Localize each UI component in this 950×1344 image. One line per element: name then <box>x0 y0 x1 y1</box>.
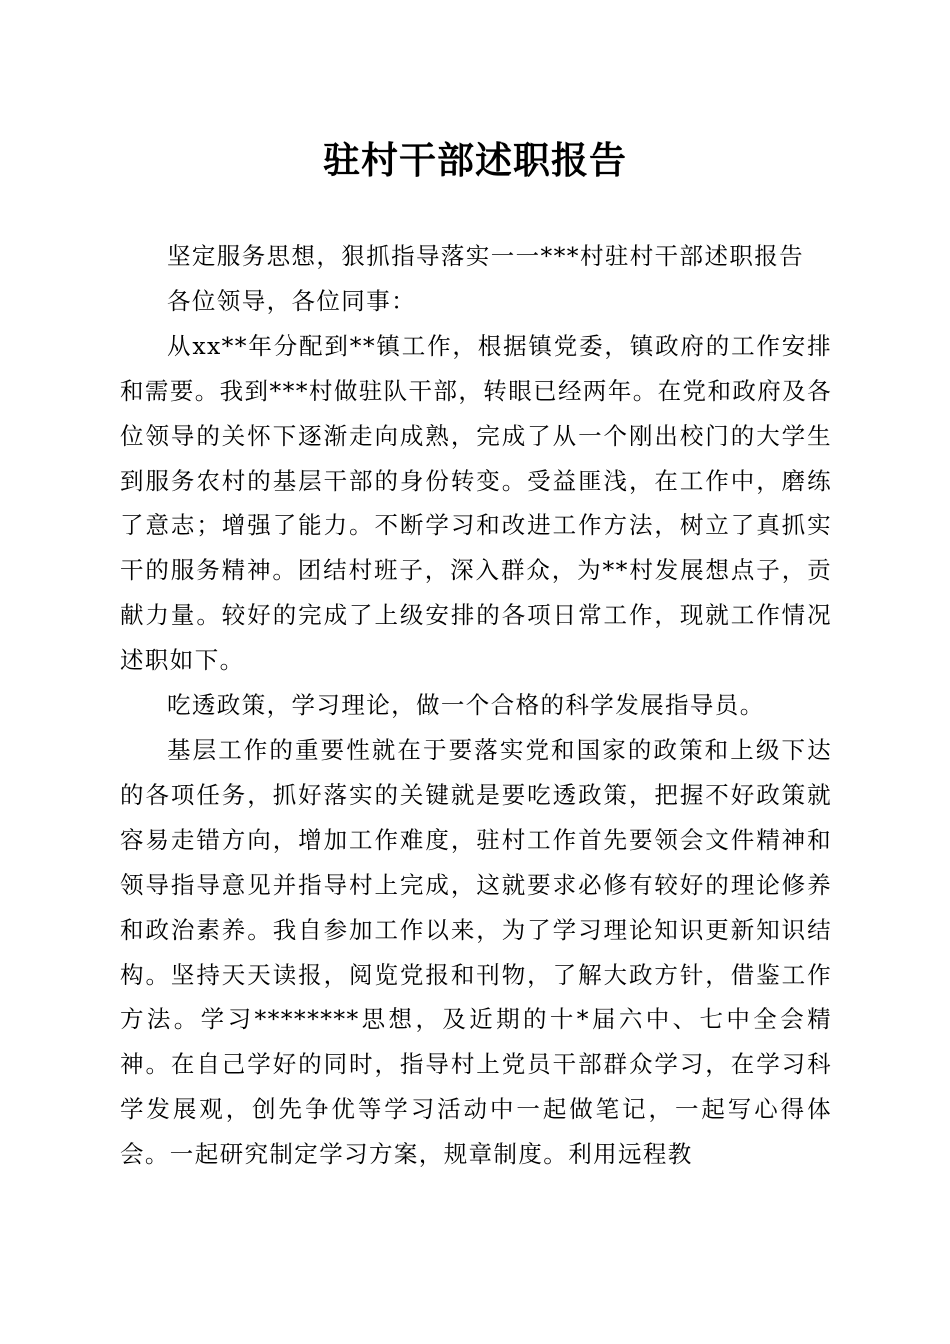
document-title: 驻村干部述职报告 <box>323 138 627 182</box>
subtitle-paragraph: 坚定服务思想，狠抓指导落实一一***村驻村干部述职报告 <box>167 242 805 270</box>
intro-paragraph: 从xx**年分配到**镇工作，根据镇党委，镇政府的工作安排和需要。我到***村做驻队干部，转眼已经两年。在党和政府及各位领导的关怀下逐渐走向成熟，完成了从一个刚出校门的大学生到服务农村的基层干部的身份转变。受益匪浅，在工作中，磨练了意志；增强了能力。不断学习和改进工作方法，树立了真抓实干的服务精神。团结村班子，深入群众，为**村发展想点子，贡献力量。较好的完成了上级安排的各项日常工作，现就工作情况述职如下。 <box>120 331 832 675</box>
body-paragraph: 基层工作的重要性就在于要落实党和国家的政策和上级下达的各项任务，抓好落实的关键就是要吃透政策，把握不好政策就容易走错方向，增加工作难度，驻村工作首先要领会文件精神和领导指导意见并指导村上完成，这就要求必修有较好的理论修养和政治素养。我自参加工作以来，为了学习理论知识更新知识结构。坚持天天读报，阅览党报和刊物，了解大政方针，借鉴工作方法。学习********思想，及近期的十*届六中、七中全会精神。在自己学好的同时，指导村上党员干部群众学习，在学习科学发展观，创先争优等学习活动中一起做笔记，一起写心得体会。一起研究制定学习方案，规章制度。利用远程教 <box>120 735 832 1169</box>
document-body <box>120 234 832 1177</box>
section-heading-paragraph: 吃透政策，学习理论，做一个合格的科学发展指导员。 <box>167 691 765 720</box>
salutation-paragraph: 各位领导，各位同事： <box>167 286 416 315</box>
